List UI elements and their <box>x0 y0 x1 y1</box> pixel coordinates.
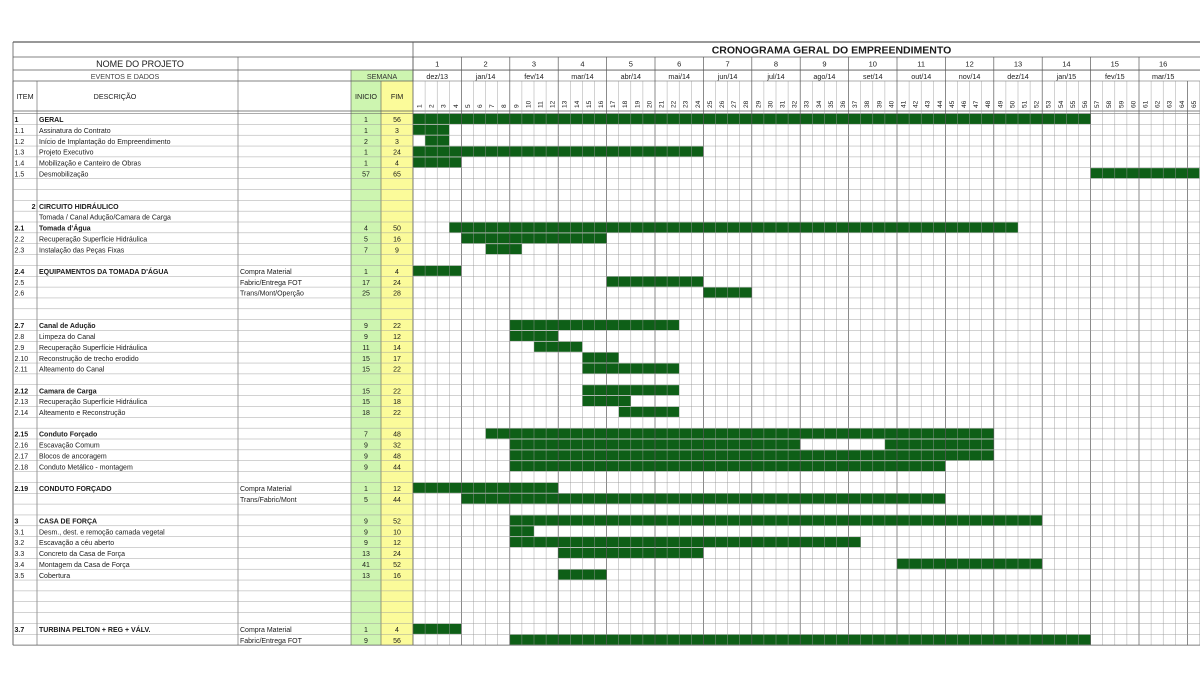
row-end-week: 12 <box>393 485 401 493</box>
month-number: 13 <box>1013 59 1023 69</box>
week-number: 63 <box>1166 100 1174 108</box>
row-end-week: 16 <box>393 236 401 244</box>
row-item-number: 3.2 <box>14 540 25 548</box>
week-number: 7 <box>489 104 497 108</box>
week-number: 52 <box>1033 100 1041 108</box>
row-description: Instalação das Peças Fixas <box>39 247 125 255</box>
gantt-bar <box>558 537 861 547</box>
row-description: Alteamento do Canal <box>39 366 105 374</box>
week-number: 33 <box>803 100 811 108</box>
month-number: 12 <box>965 59 974 69</box>
row-start-week: 18 <box>362 410 370 417</box>
row-end-week: 48 <box>393 431 401 439</box>
month-number: 16 <box>1159 59 1168 69</box>
row-description: Projeto Executivo <box>39 149 94 157</box>
month-label: jan/15 <box>1056 72 1077 81</box>
row-end-week: 4 <box>395 160 399 168</box>
week-number: 38 <box>864 100 872 108</box>
row-item-number: 2.13 <box>14 399 29 407</box>
row-item-number: 3.7 <box>14 627 25 634</box>
row-item-number: 3.4 <box>14 561 25 569</box>
month-label: jan/14 <box>475 72 496 81</box>
row-start-week: 9 <box>364 637 368 645</box>
week-number: 62 <box>1154 100 1162 108</box>
week-number: 25 <box>706 100 714 108</box>
row-start-week: 7 <box>364 247 368 255</box>
row-item-number: 2.18 <box>14 464 29 472</box>
month-label: fev/15 <box>1105 72 1125 81</box>
week-number: 28 <box>743 100 751 108</box>
week-number: 5 <box>464 104 472 108</box>
row-description: Desmobilização <box>39 171 89 179</box>
row-phase-label: Compra Material <box>240 268 292 276</box>
month-number: 4 <box>580 59 585 69</box>
week-number: 14 <box>573 100 581 108</box>
row-item-number: 2.15 <box>14 431 29 439</box>
row-item-number: 1 <box>14 117 19 125</box>
row-end-week: 17 <box>393 355 401 363</box>
week-number: 31 <box>779 100 787 108</box>
row-item-number: 1.1 <box>14 127 25 135</box>
row-description: Alteamento e Reconstrução <box>39 410 126 417</box>
month-label: mar/14 <box>571 72 594 81</box>
week-number: 58 <box>1106 100 1114 108</box>
week-number: 10 <box>525 100 533 108</box>
week-number: 36 <box>839 100 847 108</box>
project-name-label: NOME DO PROJETO <box>96 59 184 69</box>
row-end-week: 52 <box>393 561 401 569</box>
row-end-week: 10 <box>393 529 401 537</box>
row-end-week: 56 <box>393 117 401 125</box>
row-start-week: 1 <box>364 268 368 276</box>
row-start-week: 25 <box>362 290 370 298</box>
month-label: dez/13 <box>426 72 448 81</box>
month-label: fev/14 <box>524 72 544 81</box>
month-label: ago/14 <box>813 72 836 81</box>
week-number: 15 <box>585 100 593 108</box>
gantt-bar <box>486 244 522 254</box>
row-item-number: 2.12 <box>14 388 29 396</box>
row-end-week: 3 <box>395 127 399 135</box>
row-end-week: 56 <box>393 637 401 645</box>
row-item-number: 2.16 <box>14 442 29 450</box>
row-item-number: 2.9 <box>14 344 25 352</box>
row-item-number: 3.3 <box>14 551 25 559</box>
week-number: 26 <box>718 100 726 108</box>
row-start-week: 9 <box>364 529 368 537</box>
row-description: Escavação a céu aberto <box>39 540 115 548</box>
week-number: 13 <box>561 100 569 108</box>
row-end-week: 52 <box>393 518 401 526</box>
row-end-week: 48 <box>393 453 401 461</box>
week-number: 8 <box>501 104 509 108</box>
week-number: 60 <box>1130 100 1138 108</box>
row-description: Tomada d'Água <box>39 225 91 233</box>
week-number: 30 <box>767 100 775 108</box>
week-number: 42 <box>912 100 920 108</box>
week-number: 48 <box>985 100 993 108</box>
row-start-week: 4 <box>364 225 368 233</box>
row-description: Recuperação Superfície Hidráulica <box>39 236 148 244</box>
row-item-number: 2.6 <box>14 290 25 298</box>
item-header: ITEM <box>16 92 34 101</box>
row-end-week: 12 <box>393 334 401 342</box>
row-item-number: 2.14 <box>14 410 29 417</box>
row-description: Assinatura do Contrato <box>39 127 111 135</box>
month-number: 8 <box>773 59 779 69</box>
week-number: 65 <box>1190 100 1198 108</box>
gantt-bar <box>413 125 449 135</box>
row-description: Início de Implantação do Empreendimento <box>39 138 171 146</box>
month-label: set/14 <box>863 72 883 81</box>
row-description: Desm., dest. e remoção camada vegetal <box>39 529 165 537</box>
row-description: Mobilização e Canteiro de Obras <box>39 160 141 168</box>
week-number: 20 <box>646 100 654 108</box>
row-start-week: 1 <box>364 627 368 634</box>
row-description: Montagem da Casa de Força <box>39 561 130 569</box>
row-start-week: 7 <box>364 431 368 439</box>
week-number: 2 <box>428 104 436 108</box>
row-end-week: 4 <box>395 627 399 634</box>
row-start-week: 1 <box>364 149 368 157</box>
row-end-week: 24 <box>393 149 401 157</box>
description-header: DESCRIÇÃO <box>93 92 137 101</box>
row-start-week: 1 <box>364 117 368 125</box>
row-item-number: 2.19 <box>14 485 29 493</box>
row-start-week: 5 <box>364 236 368 244</box>
row-start-week: 41 <box>362 561 370 569</box>
month-number: 3 <box>531 59 537 69</box>
row-end-week: 50 <box>393 225 401 233</box>
row-item-number: 2.10 <box>14 355 29 363</box>
month-number: 9 <box>822 59 827 69</box>
row-description: Reconstrução de trecho erodido <box>39 355 139 363</box>
month-label: nov/14 <box>958 72 981 81</box>
week-number: 32 <box>791 100 799 108</box>
month-number: 14 <box>1062 59 1071 69</box>
row-item-number: 3.5 <box>14 572 25 580</box>
row-description: EQUIPAMENTOS DA TOMADA D'ÁGUA <box>39 268 169 276</box>
row-item-number: 1.2 <box>14 138 25 146</box>
row-description: Concreto da Casa de Força <box>39 551 125 559</box>
row-end-week: 24 <box>393 551 401 559</box>
row-description: Camara de Carga <box>39 388 97 396</box>
week-number: 55 <box>1069 100 1077 108</box>
week-number: 17 <box>610 100 618 108</box>
row-item-number: 2.4 <box>14 268 25 276</box>
month-number: 11 <box>917 59 926 69</box>
week-number: 16 <box>597 100 605 108</box>
row-phase-label: Trans/Fabric/Mont <box>240 496 297 504</box>
week-number: 35 <box>827 100 835 108</box>
week-number: 1 <box>416 104 424 108</box>
week-number: 41 <box>900 100 908 108</box>
row-description: Canal de Adução <box>39 323 96 331</box>
week-number: 3 <box>440 104 448 108</box>
row-description: Tomada / Canal Adução/Camara de Carga <box>39 214 171 222</box>
row-description: Cobertura <box>39 572 71 580</box>
row-start-week: 9 <box>364 453 368 461</box>
row-start-week: 9 <box>364 334 368 342</box>
row-start-week: 9 <box>364 540 368 548</box>
row-item-number: 2 <box>31 203 36 211</box>
events-label: EVENTOS E DADOS <box>90 72 160 81</box>
row-end-week: 4 <box>395 268 399 276</box>
week-number: 49 <box>997 100 1005 108</box>
month-label: dez/14 <box>1007 72 1029 81</box>
week-number: 53 <box>1045 100 1053 108</box>
row-end-week: 16 <box>393 572 401 580</box>
row-end-week: 12 <box>393 540 401 548</box>
week-number: 29 <box>755 100 763 108</box>
week-number: 4 <box>452 104 460 108</box>
row-description: Recuperação Superfície Hidráulica <box>39 399 148 407</box>
row-start-week: 9 <box>364 442 368 450</box>
month-label: out/14 <box>911 72 932 81</box>
row-item-number: 2.17 <box>14 453 29 461</box>
row-phase-label: Trans/Mont/Operção <box>240 290 304 298</box>
row-item-number: 2.1 <box>14 225 25 233</box>
month-number: 7 <box>725 59 730 69</box>
row-description: Recuperação Superfície Hidráulica <box>39 344 148 352</box>
row-start-week: 1 <box>364 160 368 168</box>
week-number: 39 <box>876 100 884 108</box>
row-start-week: 15 <box>362 366 370 374</box>
row-phase-label: Fabric/Entrega FOT <box>240 279 302 287</box>
row-start-week: 57 <box>362 171 370 179</box>
chart-title: CRONOGRAMA GERAL DO EMPREENDIMENTO <box>711 44 952 57</box>
row-item-number: 2.8 <box>14 334 25 342</box>
row-end-week: 65 <box>393 171 401 179</box>
month-number: 2 <box>483 59 488 69</box>
week-number: 54 <box>1057 100 1065 108</box>
row-description: CASA DE FORÇA <box>39 518 98 526</box>
month-number: 10 <box>868 59 877 69</box>
week-number: 19 <box>634 100 642 108</box>
gantt-bar <box>885 439 994 449</box>
row-start-week: 9 <box>364 464 368 472</box>
row-end-week: 28 <box>393 290 401 298</box>
row-description: CIRCUITO HIDRÁULICO <box>39 203 119 211</box>
row-start-week: 17 <box>362 279 370 287</box>
row-item-number: 2.3 <box>14 247 25 255</box>
week-number: 11 <box>537 101 545 108</box>
row-start-week: 13 <box>362 551 370 559</box>
row-item-number: 1.3 <box>14 149 25 157</box>
row-end-week: 32 <box>393 442 401 450</box>
row-end-week: 24 <box>393 279 401 287</box>
month-number: 15 <box>1110 59 1119 69</box>
week-number: 6 <box>476 104 484 108</box>
end-header: FIM <box>390 92 404 101</box>
row-description: Escavação Comum <box>39 442 100 450</box>
row-item-number: 2.11 <box>14 366 28 374</box>
row-end-week: 18 <box>393 399 401 407</box>
week-number: 50 <box>1009 100 1017 108</box>
row-item-number: 1.5 <box>14 171 25 179</box>
week-number: 40 <box>888 100 896 108</box>
week-number: 64 <box>1178 100 1186 108</box>
row-end-week: 9 <box>395 247 399 255</box>
row-description: Conduto Forçado <box>39 431 98 439</box>
week-number: 27 <box>731 100 739 108</box>
row-item-number: 2.2 <box>14 236 25 244</box>
start-header: INICIO <box>355 92 377 101</box>
row-start-week: 1 <box>364 127 368 135</box>
week-number: 61 <box>1142 100 1150 108</box>
week-number: 23 <box>682 100 690 108</box>
month-label: jul/14 <box>767 72 785 81</box>
row-item-number: 1.4 <box>14 160 25 168</box>
row-description: TURBINA PELTON + REG + VÁLV. <box>39 627 151 634</box>
row-end-week: 3 <box>395 138 399 146</box>
month-number: 5 <box>628 59 633 69</box>
row-start-week: 15 <box>362 388 370 396</box>
month-number: 1 <box>435 59 440 69</box>
week-number: 37 <box>852 100 860 108</box>
week-number: 56 <box>1081 100 1089 108</box>
row-start-week: 9 <box>364 323 368 331</box>
row-phase-label: Compra Material <box>240 627 292 634</box>
row-end-week: 44 <box>393 464 401 472</box>
row-start-week: 11 <box>362 344 370 352</box>
week-number: 24 <box>694 100 702 108</box>
row-end-week: 14 <box>393 344 401 352</box>
month-label: mar/15 <box>1152 72 1175 81</box>
row-item-number: 3.1 <box>14 529 25 537</box>
row-item-number: 3 <box>14 518 19 526</box>
week-number: 43 <box>924 100 932 108</box>
week-number: 47 <box>973 100 981 108</box>
row-description: CONDUTO FORÇADO <box>39 485 112 493</box>
week-number: 57 <box>1094 100 1102 108</box>
row-description: Blocos de ancoragem <box>39 453 107 461</box>
month-label: abr/14 <box>620 72 641 81</box>
week-number: 9 <box>513 104 521 108</box>
week-number: 45 <box>948 100 956 108</box>
week-number: 46 <box>960 100 968 108</box>
month-number: 6 <box>677 59 682 69</box>
month-label: jun/14 <box>717 72 738 81</box>
row-description: Conduto Metálico - montagem <box>39 464 133 472</box>
row-item-number: 2.5 <box>14 279 25 287</box>
gantt-bar <box>582 353 618 363</box>
gantt-bar <box>619 407 680 417</box>
row-end-week: 22 <box>393 366 401 374</box>
week-number: 34 <box>815 100 823 108</box>
semana-label: SEMANA <box>366 72 398 81</box>
row-phase-label: Compra Material <box>240 485 292 493</box>
week-number: 22 <box>670 100 678 108</box>
row-start-week: 13 <box>362 572 370 580</box>
week-number: 59 <box>1118 100 1126 108</box>
row-end-week: 22 <box>393 410 401 417</box>
row-description: Limpeza do Canal <box>39 334 96 342</box>
row-start-week: 15 <box>362 355 370 363</box>
row-start-week: 1 <box>364 485 368 493</box>
row-start-week: 9 <box>364 518 368 526</box>
row-end-week: 22 <box>393 323 401 331</box>
row-description: GERAL <box>39 117 64 125</box>
week-number: 12 <box>549 100 557 108</box>
row-start-week: 15 <box>362 399 370 407</box>
row-end-week: 44 <box>393 496 401 504</box>
gantt-bar <box>449 222 1018 232</box>
row-item-number: 2.7 <box>14 323 25 331</box>
month-label: mai/14 <box>668 72 690 81</box>
week-number: 18 <box>622 100 630 108</box>
row-end-week: 22 <box>393 388 401 396</box>
week-number: 44 <box>936 100 944 108</box>
week-number: 21 <box>658 100 666 108</box>
row-start-week: 2 <box>364 138 368 146</box>
week-number: 51 <box>1021 100 1029 108</box>
row-start-week: 5 <box>364 496 368 504</box>
gantt-bar <box>1091 168 1200 178</box>
row-phase-label: Fabric/Entrega FOT <box>240 637 302 645</box>
